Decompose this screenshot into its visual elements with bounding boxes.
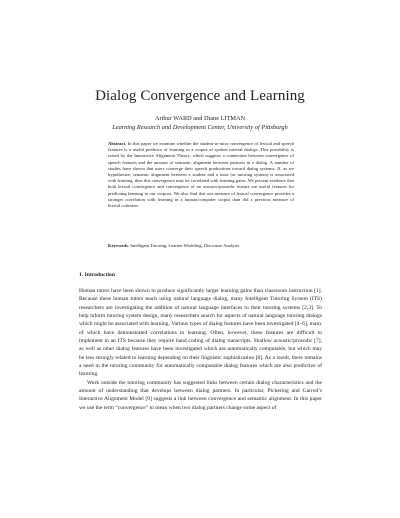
keywords-label: Keywords.	[108, 243, 130, 248]
section-heading-introduction: 1. Introduction	[79, 272, 115, 278]
abstract-text: In this paper we examine whether the student-to-tutor convergence of lexical and speech features is a useful predictor of learning in a corpus of spoken tutorial dialogs. This possibility is raised by the Interactive Alignment Theory, which suggests a connection between convergence of speech features and the amount of semantic alignment between partners in a dialog. A number of studies have shown that users converge their speech productions toward dialog systems. If, as we hypothesize, semantic alignment between a student and a tutor (or tutoring system) is associated with learning, then this convergence may be correlated with learning gains. We present evidence that both lexical convergence and convergence of an acoustic/prosodic feature are useful features for predicting learning in our corpora. We also find that our measure of lexical convergence provides a stronger correlation with learning in a human/computer corpus than did a previous measure of lexical cohesion.	[108, 141, 294, 209]
paper-authors: Arthur WARD and Diane LITMAN	[154, 115, 246, 122]
abstract	[108, 141, 294, 209]
paragraph-2: Work outside the tutoring community has suggested links between certain dialog characteristics and the amount of understanding that develops between dialog partners. In particular, Pickering and Garrod’s Interactive Alignment Model [9] suggests a link between convergence and semantic alignment. In this paper we use the term “convergence” to mean when two dialog partners change some aspect of	[79, 379, 322, 411]
paper-affiliation: Learning Research and Development Center, University of Pittsburgh	[112, 124, 288, 131]
abstract-label: Abstract.	[108, 141, 127, 146]
introduction-body	[79, 287, 322, 412]
keywords	[108, 243, 294, 249]
paper-title: Dialog Convergence and Learning	[95, 88, 305, 104]
paragraph-1: Human tutors have been shown to produce significantly larger learning gains than classroom instruction [1]. Because these human tutors teach using natural language dialog, many Intelligent Tutoring System (ITS) researchers are investigating the addition of natural language interfaces to their tutoring systems [2,3]. To help inform tutoring system design, many researchers search for aspects of natural language tutoring dialogs which might be associated with learning. Various types of dialog features have been investigated [4–6], many of which have demonstrated correlations to learning. Often, however, these features are difficult to implement in an ITS because they require hand coding of dialog transcripts. Shallow acoustic/prosodic [7], as well as other dialog features have been investigated which are automatically computable, but which may be less strongly related to learning depending on their linguistic sophistication [8]. As a result, there remains a need in the tutoring community for automatically computable dialog features which are also predictive of learning.	[79, 288, 322, 378]
keywords-text: Intelligent Tutoring, Learner Modeling, Discourse Analysis	[130, 243, 240, 248]
